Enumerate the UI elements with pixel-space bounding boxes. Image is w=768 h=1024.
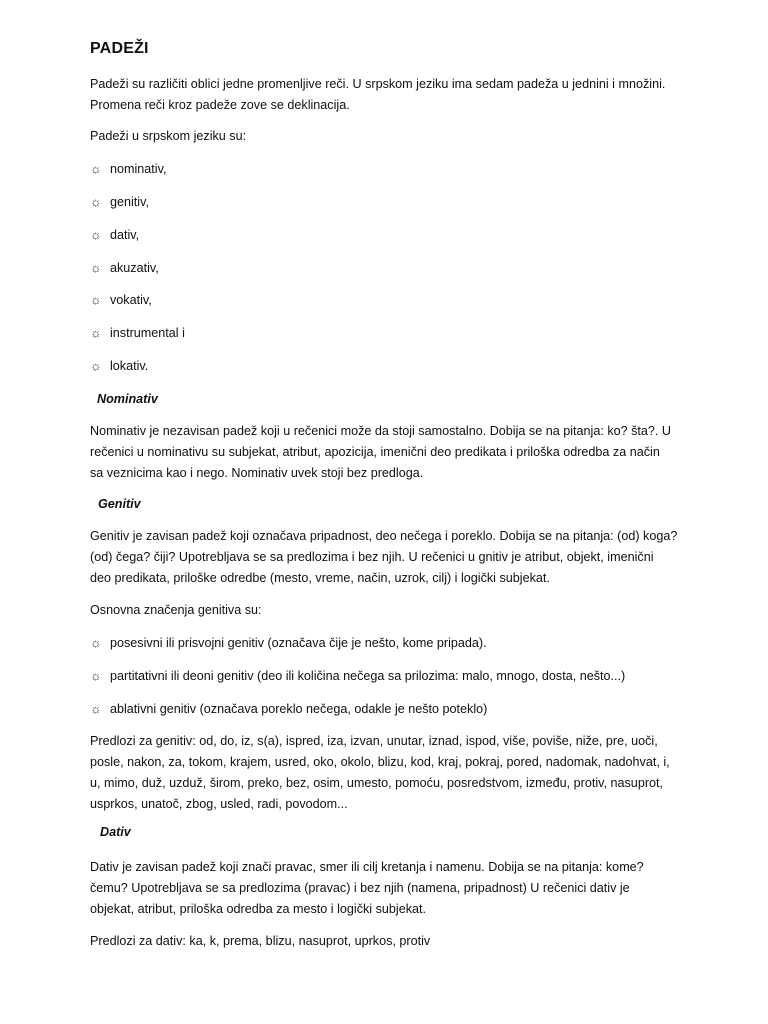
intro-paragraph [90, 74, 690, 116]
section-heading-genitiv: Genitiv [98, 497, 141, 511]
meaning-item [90, 667, 625, 685]
meaning-item [90, 634, 487, 652]
dativ-line: Dativ je zavisan padež koji znači pravac, smer ili cilj kretanja i namenu. Dobija se na pitanja: kome? [90, 860, 644, 874]
case-label: genitiv, [110, 195, 149, 209]
dativ-line: objekat, atribut, priloška odredba za mesto i logički subjekat. [90, 902, 427, 916]
nominativ-line: sa veznicima kao i nego. Nominativ uvek stoji bez predloga. [90, 466, 424, 480]
sun-bullet-icon: ☼ [90, 326, 102, 340]
case-item [90, 357, 148, 375]
prepositions-line: posle, nakon, za, tokom, krajem, usred, oko, okolo, blizu, kod, kraj, pokraj, pored, nadomak, nadohvat, i, [90, 755, 670, 769]
meaning-label: posesivni ili prisvojni genitiv (označava čije je nešto, kome pripada). [110, 636, 487, 650]
intro-line: Padeži su različiti oblici jedne promenljive reči. U srpskom jeziku ima sedam padeža u jednini i množini. [90, 77, 666, 91]
case-item [90, 226, 139, 244]
sun-bullet-icon: ☼ [90, 359, 102, 373]
case-item [90, 291, 152, 309]
sun-bullet-icon: ☼ [90, 669, 102, 683]
dativ-paragraph [90, 857, 690, 920]
dativ-prepositions: Predlozi za dativ: ka, k, prema, blizu, nasuprot, uprkos, protiv [90, 934, 431, 948]
genitiv-meanings-intro: Osnovna značenja genitiva su: [90, 603, 262, 617]
dativ-line: čemu? Upotrebljava se sa predlozima (pravac) i bez njih (namena, pripadnost) U rečenici dativ je [90, 881, 630, 895]
nominativ-line: rečenici u nominativu su subjekat, atribut, apozicija, imenični deo predikata i priloška odredba za način [90, 445, 660, 459]
page-title: PADEŽI [90, 40, 149, 57]
meaning-item [90, 700, 487, 718]
cases-intro: Padeži u srpskom jeziku su: [90, 129, 247, 143]
case-item [90, 193, 149, 211]
genitiv-prepositions [90, 731, 690, 815]
case-item [90, 160, 166, 178]
meaning-label: ablativni genitiv (označava poreklo nečega, odakle je nešto poteklo) [110, 702, 488, 716]
sun-bullet-icon: ☼ [90, 195, 102, 209]
case-item [90, 324, 185, 342]
prepositions-line: u, mimo, duž, uzduž, širom, preko, bez, osim, umesto, pomoću, posredstvom, između, protiv, nasuprot, [90, 776, 664, 790]
section-heading-dativ: Dativ [100, 825, 131, 839]
section-heading-nominativ: Nominativ [97, 392, 158, 406]
sun-bullet-icon: ☼ [90, 293, 102, 307]
case-item [90, 259, 159, 277]
prepositions-line: usprkos, unatoč, zbog, usled, radi, povodom... [90, 797, 348, 811]
sun-bullet-icon: ☼ [90, 261, 102, 275]
genitiv-line: deo predikata, priloške odredbe (mesto, vreme, način, uzrok, cilj) i logički subjekat. [90, 571, 550, 585]
nominativ-paragraph [90, 421, 690, 484]
sun-bullet-icon: ☼ [90, 162, 102, 176]
genitiv-paragraph [90, 526, 690, 589]
meaning-label: partitativni ili deoni genitiv (deo ili količina nečega sa prilozima: malo, mnogo, dosta, nešto...) [110, 669, 626, 683]
case-label: akuzativ, [110, 261, 159, 275]
case-label: lokativ. [110, 359, 149, 373]
case-label: dativ, [110, 228, 140, 242]
sun-bullet-icon: ☼ [90, 636, 102, 650]
case-label: nominativ, [110, 162, 167, 176]
prepositions-line: Predlozi za genitiv: od, do, iz, s(a), ispred, iza, izvan, unutar, iznad, ispod, više, poviše, niže, pre, uoči, [90, 734, 658, 748]
sun-bullet-icon: ☼ [90, 702, 102, 716]
sun-bullet-icon: ☼ [90, 228, 102, 242]
case-label: vokativ, [110, 293, 152, 307]
case-label: instrumental i [110, 326, 185, 340]
genitiv-line: Genitiv je zavisan padež koji označava pripadnost, deo nečega i poreklo. Dobija se na pitanja: (od) koga? [90, 529, 678, 543]
genitiv-line: (od) čega? čiji? Upotrebljava se sa predlozima i bez njih. U rečenici u gnitiv je atribut, objekt, imenični [90, 550, 654, 564]
intro-line: Promena reči kroz padeže zove se deklinacija. [90, 98, 350, 112]
nominativ-line: Nominativ je nezavisan padež koji u rečenici može da stoji samostalno. Dobija se na pitanja: ko? šta?. U [90, 424, 672, 438]
